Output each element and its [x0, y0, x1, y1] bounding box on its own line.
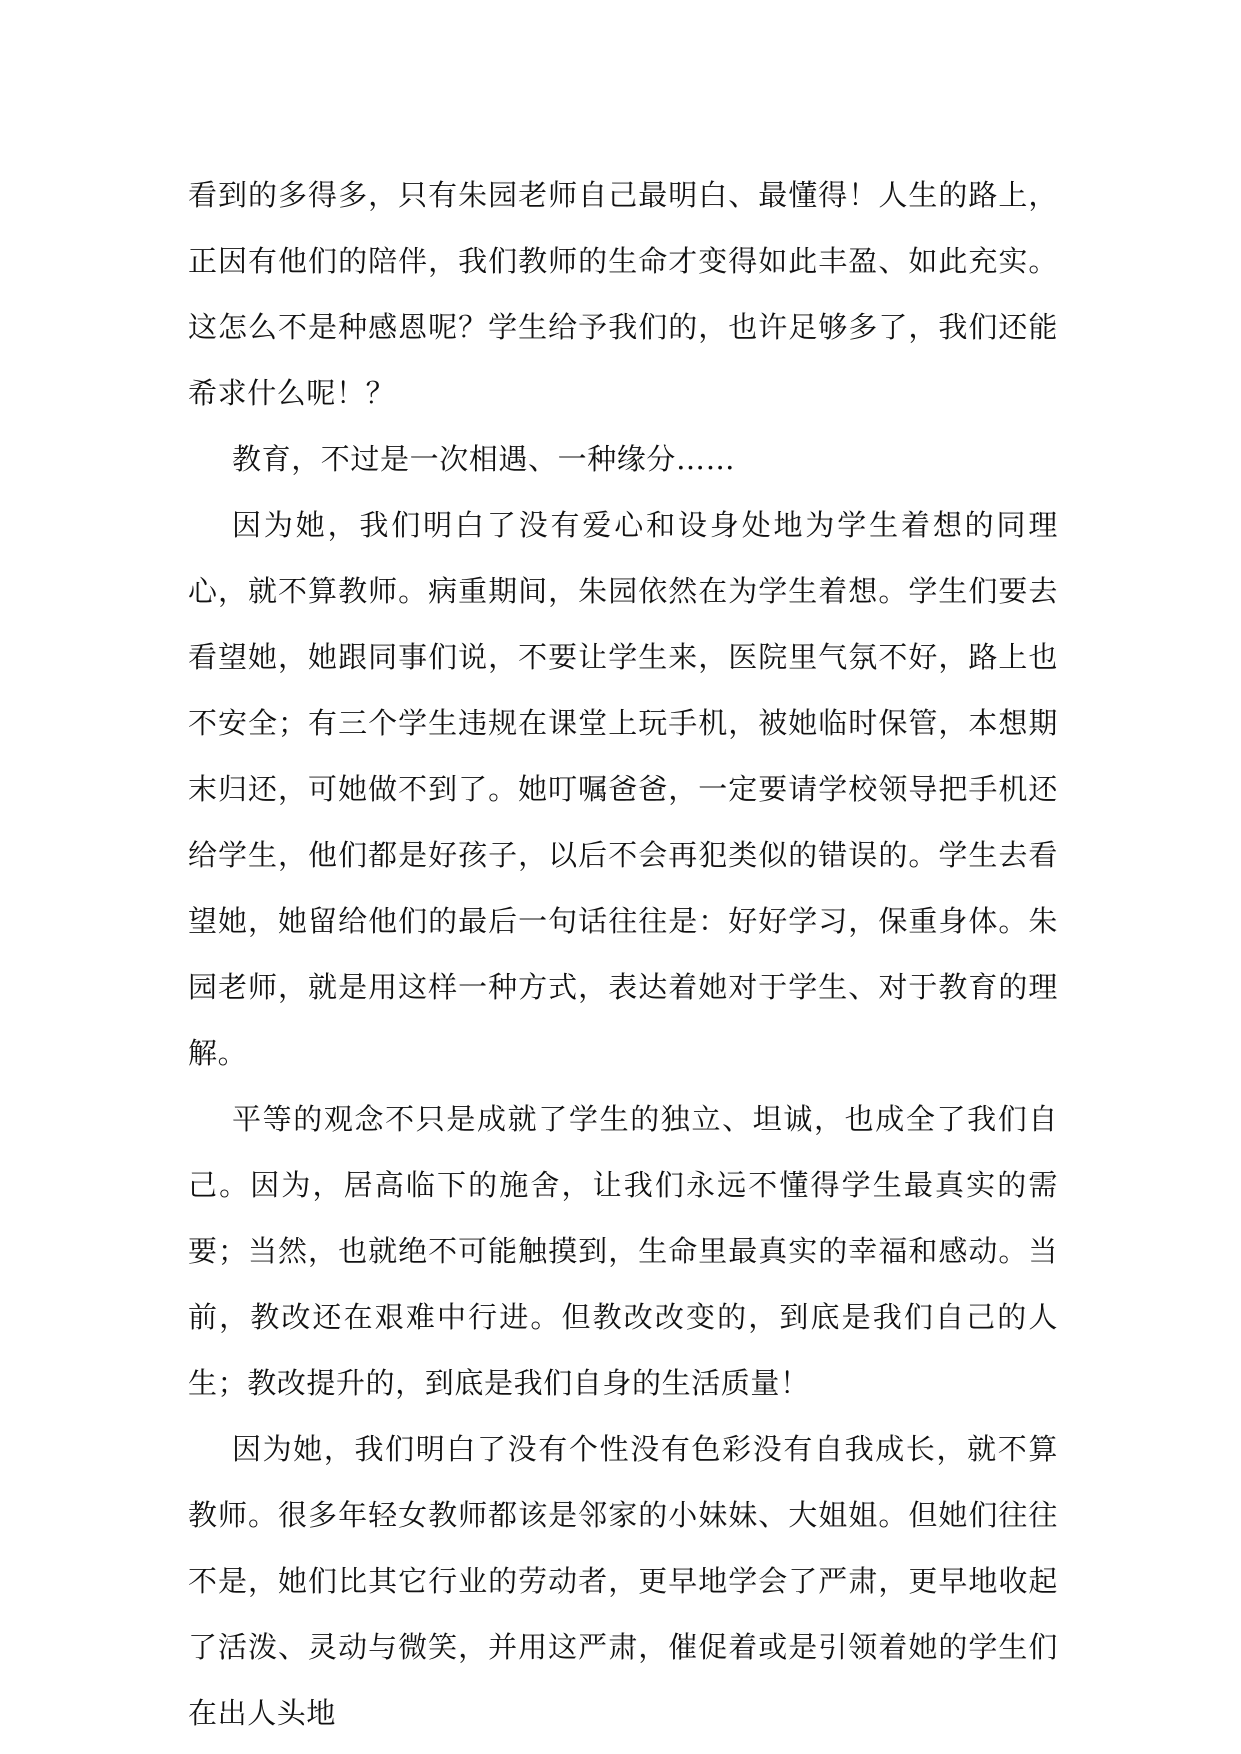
document-body: [188, 162, 1058, 1746]
paragraph-equality: 平等的观念不只是成就了学生的独立、坦诚，也成全了我们自己。因为，居高临下的施舍，让我们永远不懂得学生最真实的需要；当然，也就绝不可能触摸到，生命里最真实的幸福和感动。当前，教改还在艰难中行进。但教改改变的，到底是我们自己的人生；教改提升的，到底是我们自身的生活质量！: [188, 1102, 1058, 1400]
paragraph-education-encounter: 教育，不过是一次相遇、一种缘分……: [232, 442, 736, 476]
paragraph-continuation: 看到的多得多，只有朱园老师自己最明白、最懂得！人生的路上，正因有他们的陪伴，我们教师的生命才变得如此丰盈、如此充实。这怎么不是种感恩呢？学生给予我们的，也许足够多了，我们还能希求什么呢！？: [188, 178, 1058, 410]
paragraph-compassion: 因为她，我们明白了没有爱心和设身处地为学生着想的同理心，就不算教师。病重期间，朱园依然在为学生着想。学生们要去看望她，她跟同事们说，不要让学生来，医院里气氛不好，路上也不安全；有三个学生违规在课堂上玩手机，被她临时保管，本想期末归还，可她做不到了。她叮嘱爸爸，一定要请学校领导把手机还给学生，他们都是好孩子，以后不会再犯类似的错误的。学生去看望她，她留给他们的最后一句话往往是：好好学习，保重身体。朱园老师，就是用这样一种方式，表达着她对于学生、对于教育的理解。: [188, 508, 1058, 1070]
paragraph-individuality: 因为她，我们明白了没有个性没有色彩没有自我成长，就不算教师。很多年轻女教师都该是邻家的小妹妹、大姐姐。但她们往往不是，她们比其它行业的劳动者，更早地学会了严肃，更早地收起了活泼、灵动与微笑，并用这严肃，催促着或是引领着她的学生们在出人头地: [188, 1432, 1058, 1730]
